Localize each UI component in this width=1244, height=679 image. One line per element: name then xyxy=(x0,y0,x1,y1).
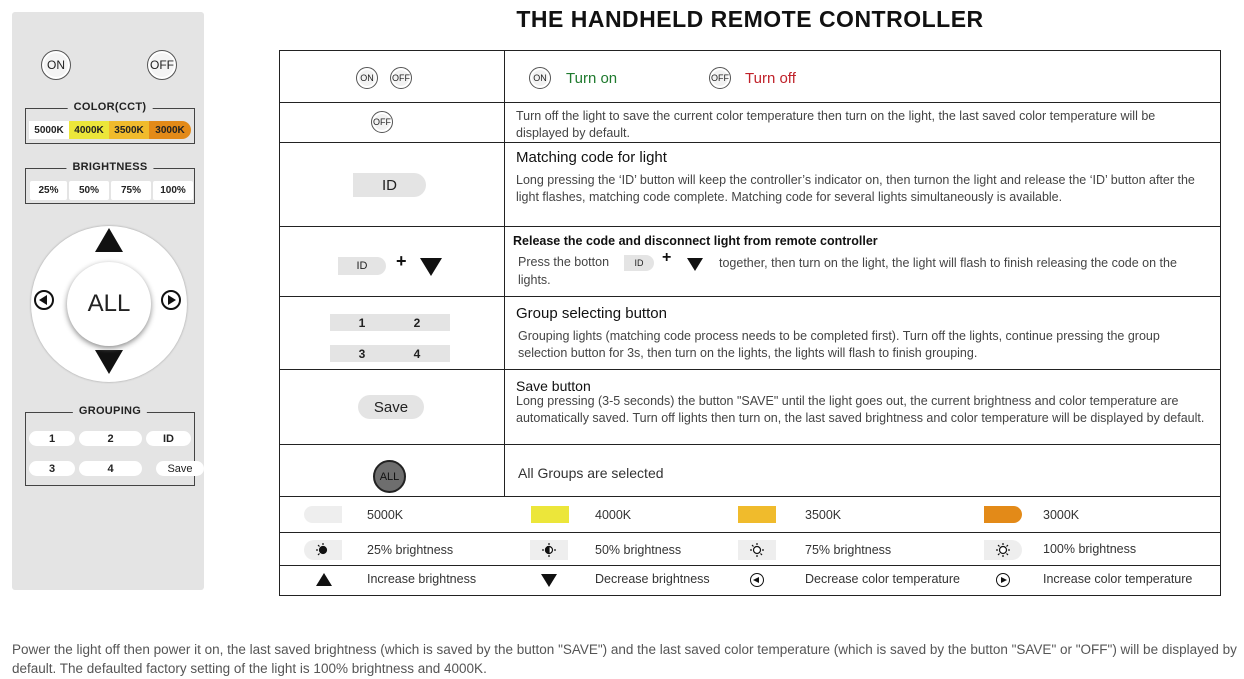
off-button-icon: OFF xyxy=(709,67,731,89)
group-2-icon: 2 xyxy=(384,314,450,331)
brightness-75-icon xyxy=(738,540,776,560)
color-cct-title: COLOR(CCT) xyxy=(68,101,153,113)
on-button-icon: ON xyxy=(529,67,551,89)
brightness-25-icon xyxy=(304,540,342,560)
cct-5000k-button[interactable]: 5000K xyxy=(29,121,69,139)
id-button-icon: ID xyxy=(624,255,654,271)
right-arrow-icon xyxy=(996,573,1010,587)
group-description: Grouping lights (matching code process needs to be completed first). Turn off the lights, continue pressing the group selection button for 3s, then turn on the lights, the lights will flash to finish grouping. xyxy=(518,329,1160,360)
off-save-description: Turn off the light to save the current color temperature then turn on the light, the last saved color temperature will be displayed by default. xyxy=(516,109,1156,140)
brightness-group xyxy=(25,161,195,204)
release-heading: Release the code and disconnect light from remote controller xyxy=(513,234,878,248)
remote-off-button[interactable]: OFF xyxy=(147,50,177,80)
decrease-brightness-label: Decrease brightness xyxy=(595,572,710,586)
instructions-table xyxy=(279,50,1221,596)
plus-sign: + xyxy=(662,249,672,266)
cct-4000k-label: 4000K xyxy=(595,508,632,522)
decrease-cct-label: Decrease color temperature xyxy=(805,572,960,586)
id-button-icon: ID xyxy=(353,173,426,197)
all-button-icon: ALL xyxy=(373,460,406,493)
on-button-icon: ON xyxy=(356,67,378,89)
brightness-50-button[interactable]: 50% xyxy=(69,181,109,200)
row-divider xyxy=(280,296,1220,297)
group-1-button[interactable]: 1 xyxy=(29,431,75,446)
grouping-group xyxy=(25,405,195,486)
cct-4000k-button[interactable]: 4000K xyxy=(69,121,109,139)
turn-on-label: Turn on xyxy=(566,70,618,87)
cct-3000k-swatch xyxy=(984,506,1022,523)
increase-brightness-label: Increase brightness xyxy=(367,572,477,586)
down-arrow-icon xyxy=(541,574,557,587)
id-button[interactable]: ID xyxy=(146,431,191,446)
row-divider xyxy=(280,565,1220,566)
cct-3500k-swatch xyxy=(738,506,776,523)
up-arrow-icon xyxy=(316,573,332,586)
row-divider xyxy=(280,102,1220,103)
id-description: Long pressing the ‘ID’ button will keep the controller’s indicator on, then turnon the light and release the ‘ID’ button after the light flashes, matching code complete. Matching code for several lights simultaneously is available. xyxy=(516,173,1195,204)
group-2-button[interactable]: 2 xyxy=(79,431,142,446)
page-title: THE HANDHELD REMOTE CONTROLLER xyxy=(516,6,984,32)
group-4-button[interactable]: 4 xyxy=(79,461,142,476)
brightness-100-label: 100% brightness xyxy=(1043,542,1137,556)
brightness-title: BRIGHTNESS xyxy=(66,161,153,173)
color-cct-group xyxy=(25,101,195,144)
all-description: All Groups are selected xyxy=(518,465,664,481)
brightness-50-label: 50% brightness xyxy=(595,543,682,557)
brightness-50-icon xyxy=(530,540,568,560)
turn-off-label: Turn off xyxy=(745,70,796,87)
plus-sign: + xyxy=(396,251,407,271)
group-1-icon: 1 xyxy=(330,314,394,331)
brightness-75-label: 75% brightness xyxy=(805,543,892,557)
cct-3000k-button[interactable]: 3000K xyxy=(149,121,191,139)
cct-3500k-button[interactable]: 3500K xyxy=(109,121,149,139)
footer-note: Power the light off then power it on, the last saved brightness (which is saved by the button "SAVE") and the last saved color temperature (which is saved by the button "SAVE" or "OFF") will be displayed by default. The defaulted factory setting of the light is 100% brightness and 4000K. xyxy=(12,642,1237,676)
decrease-cct-button[interactable] xyxy=(34,290,54,310)
column-divider xyxy=(504,51,505,496)
cct-5000k-label: 5000K xyxy=(367,508,404,522)
row-divider xyxy=(280,369,1220,370)
decrease-brightness-button[interactable] xyxy=(95,350,123,374)
left-arrow-icon xyxy=(750,573,764,587)
cct-5000k-swatch xyxy=(304,506,342,523)
remote-on-button[interactable]: ON xyxy=(41,50,71,80)
brightness-75-button[interactable]: 75% xyxy=(111,181,151,200)
cct-4000k-swatch xyxy=(531,506,569,523)
brightness-100-button[interactable]: 100% xyxy=(153,181,193,200)
row-divider xyxy=(280,226,1220,227)
save-description: Long pressing (3-5 seconds) the button "SAVE" until the light goes out, the current brightness and color temperature are automatically saved. Turn off lights then turn on, the last saved brightness and color temperature will be displayed by default. xyxy=(516,394,1205,425)
save-button-icon: Save xyxy=(358,395,424,419)
group-3-icon: 3 xyxy=(330,345,394,362)
direction-pad xyxy=(31,226,187,382)
increase-brightness-button[interactable] xyxy=(95,228,123,252)
off-button-icon: OFF xyxy=(371,111,393,133)
down-arrow-icon xyxy=(420,258,442,276)
row-divider xyxy=(280,142,1220,143)
increase-cct-button[interactable] xyxy=(161,290,181,310)
increase-cct-label: Increase color temperature xyxy=(1043,572,1193,586)
id-heading: Matching code for light xyxy=(516,149,667,166)
off-button-icon: OFF xyxy=(390,67,412,89)
release-text-start: Press the botton xyxy=(518,255,610,269)
row-divider xyxy=(280,532,1220,533)
row-divider xyxy=(280,444,1220,445)
group-heading: Group selecting button xyxy=(516,305,667,322)
group-3-button[interactable]: 3 xyxy=(29,461,75,476)
brightness-25-label: 25% brightness xyxy=(367,543,454,557)
row-divider xyxy=(280,496,1220,497)
cct-3500k-label: 3500K xyxy=(805,508,842,522)
release-description: together, then turn on the light, the light will flash to finish releasing the code on the lights. xyxy=(518,256,1177,287)
id-button-icon: ID xyxy=(338,257,386,275)
brightness-25-button[interactable]: 25% xyxy=(30,181,67,200)
grouping-title: GROUPING xyxy=(73,405,147,417)
remote-controller xyxy=(12,12,204,590)
cct-3000k-label: 3000K xyxy=(1043,508,1080,522)
group-4-icon: 4 xyxy=(384,345,450,362)
brightness-100-icon xyxy=(984,540,1022,560)
all-button[interactable]: ALL xyxy=(67,262,151,346)
save-heading: Save button xyxy=(516,378,591,394)
save-button[interactable]: Save xyxy=(156,461,204,476)
